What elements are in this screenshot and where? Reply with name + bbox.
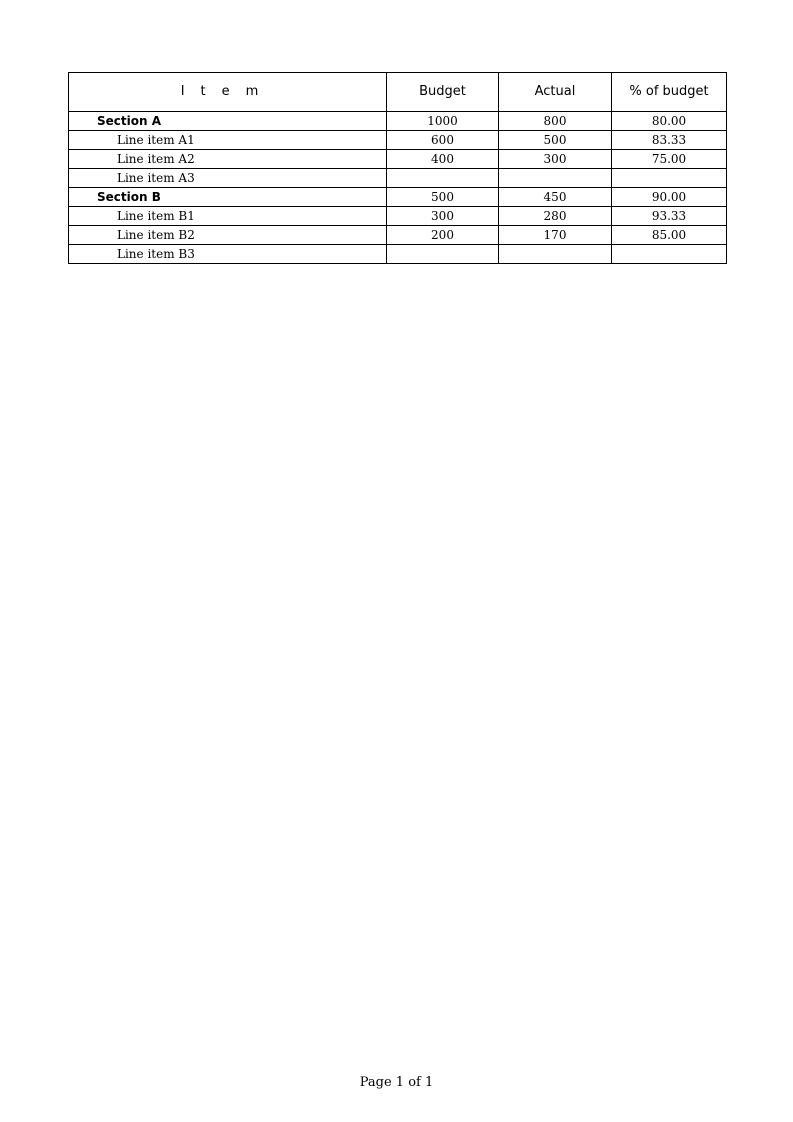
table-row	[69, 131, 727, 150]
ratio-cell	[612, 245, 727, 264]
item-name-cell: Line item A1	[69, 131, 387, 150]
budget-cell: 200	[387, 226, 499, 245]
table-row	[69, 207, 727, 226]
budget-cell	[387, 245, 499, 264]
actual-cell: 500	[499, 131, 612, 150]
ratio-cell	[612, 169, 727, 188]
expenditure-table-container	[68, 72, 726, 264]
actual-cell	[499, 245, 612, 264]
actual-cell: 300	[499, 150, 612, 169]
budget-cell: 1000	[387, 112, 499, 131]
budget-cell: 500	[387, 188, 499, 207]
table-row	[69, 245, 727, 264]
table-row	[69, 169, 727, 188]
budget-cell	[387, 169, 499, 188]
actual-cell	[499, 169, 612, 188]
ratio-cell: 93.33	[612, 207, 727, 226]
actual-cell: 280	[499, 207, 612, 226]
budget-cell: 600	[387, 131, 499, 150]
ratio-cell: 75.00	[612, 150, 727, 169]
ratio-cell: 83.33	[612, 131, 727, 150]
column-header-item: Item	[69, 73, 387, 112]
ratio-cell: 90.00	[612, 188, 727, 207]
item-name-cell: Line item A2	[69, 150, 387, 169]
budget-cell: 300	[387, 207, 499, 226]
item-name-cell: Section B	[69, 188, 387, 207]
column-header-ratio: % of budget	[612, 73, 727, 112]
item-name-cell: Line item A3	[69, 169, 387, 188]
category-row	[69, 188, 727, 207]
ratio-cell: 85.00	[612, 226, 727, 245]
table-header-row	[69, 73, 727, 112]
item-name-cell: Line item B3	[69, 245, 387, 264]
column-header-budget: Budget	[387, 73, 499, 112]
table-body	[69, 112, 727, 264]
budget-cell: 400	[387, 150, 499, 169]
item-name-cell: Line item B2	[69, 226, 387, 245]
item-name-cell: Line item B1	[69, 207, 387, 226]
actual-cell: 800	[499, 112, 612, 131]
actual-cell: 170	[499, 226, 612, 245]
ratio-cell: 80.00	[612, 112, 727, 131]
table-row	[69, 150, 727, 169]
actual-cell: 450	[499, 188, 612, 207]
category-row	[69, 112, 727, 131]
expenditure-table	[68, 72, 727, 264]
item-name-cell: Section A	[69, 112, 387, 131]
table-row	[69, 226, 727, 245]
column-header-actual: Actual	[499, 73, 612, 112]
page-number-footer: Page 1 of 1	[359, 1075, 434, 1090]
